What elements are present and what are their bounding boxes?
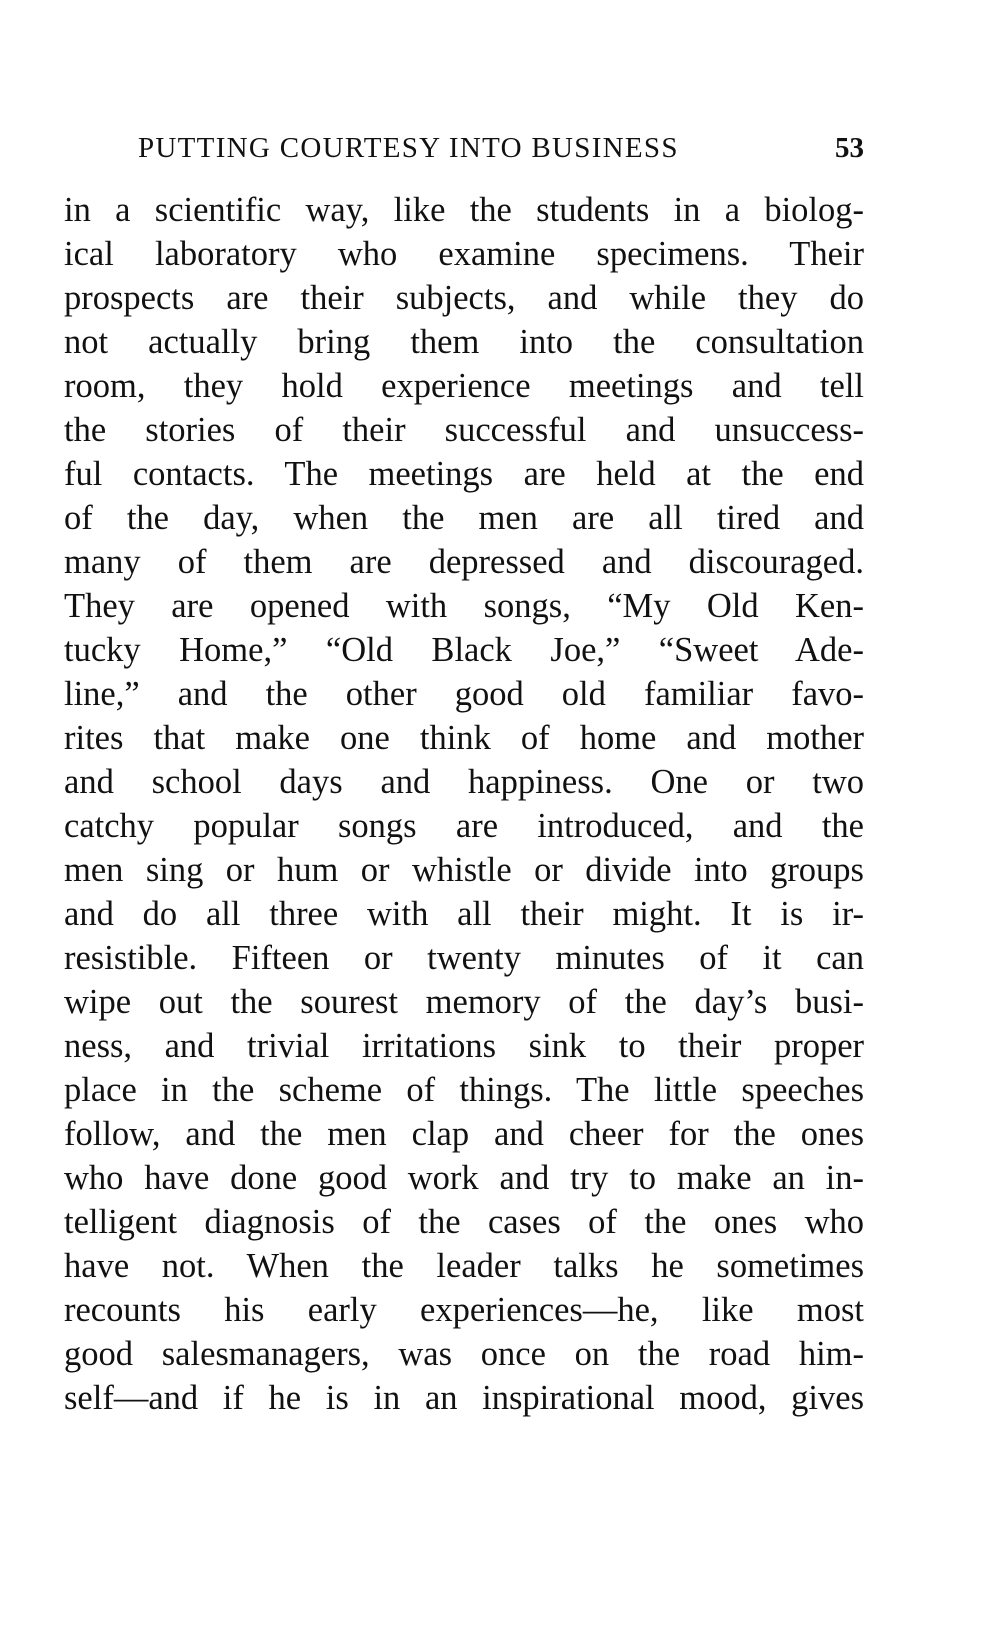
text-line: prospects are their subjects, and while they do xyxy=(64,279,864,317)
text-line: catchy popular songs are introduced, and the xyxy=(64,807,864,845)
text-line: ness, and trivial irritations sink to their proper xyxy=(64,1027,864,1065)
text-line: tucky Home,” “Old Black Joe,” “Sweet Ade- xyxy=(64,631,864,669)
text-line: in a scientific way, like the students in a biolog- xyxy=(64,191,864,229)
text-line: room, they hold experience meetings and tell xyxy=(64,367,864,405)
text-line: resistible. Fifteen or twenty minutes of it can xyxy=(64,939,864,977)
text-line: ful contacts. The meetings are held at the end xyxy=(64,455,864,493)
text-line: They are opened with songs, “My Old Ken- xyxy=(64,587,864,625)
text-line: many of them are depressed and discouraged. xyxy=(64,543,864,581)
text-line: place in the scheme of things. The little speeches xyxy=(64,1071,864,1109)
text-line: telligent diagnosis of the cases of the ones who xyxy=(64,1203,864,1241)
text-line: wipe out the sourest memory of the day’s busi- xyxy=(64,983,864,1021)
text-line: rites that make one think of home and mother xyxy=(64,719,864,757)
text-line: men sing or hum or whistle or divide into groups xyxy=(64,851,864,889)
text-line: who have done good work and try to make an in- xyxy=(64,1159,864,1197)
text-line: not actually bring them into the consultation xyxy=(64,323,864,361)
text-line: of the day, when the men are all tired and xyxy=(64,499,864,537)
text-line: recounts his early experiences—he, like most xyxy=(64,1291,864,1329)
running-title: PUTTING COURTESY INTO BUSINESS xyxy=(138,132,679,164)
text-line: self—and if he is in an inspirational mood, gives xyxy=(64,1379,864,1417)
running-head xyxy=(64,128,864,168)
text-line: follow, and the men clap and cheer for the ones xyxy=(64,1115,864,1153)
page-number: 53 xyxy=(835,132,864,164)
text-line: and do all three with all their might. It is ir- xyxy=(64,895,864,933)
text-line: line,” and the other good old familiar favo- xyxy=(64,675,864,713)
text-line: the stories of their successful and unsuccess- xyxy=(64,411,864,449)
text-line: ical laboratory who examine specimens. Their xyxy=(64,235,864,273)
text-line: and school days and happiness. One or two xyxy=(64,763,864,801)
text-line: have not. When the leader talks he sometimes xyxy=(64,1247,864,1285)
body-text xyxy=(64,188,864,1420)
text-line: good salesmanagers, was once on the road him- xyxy=(64,1335,864,1373)
